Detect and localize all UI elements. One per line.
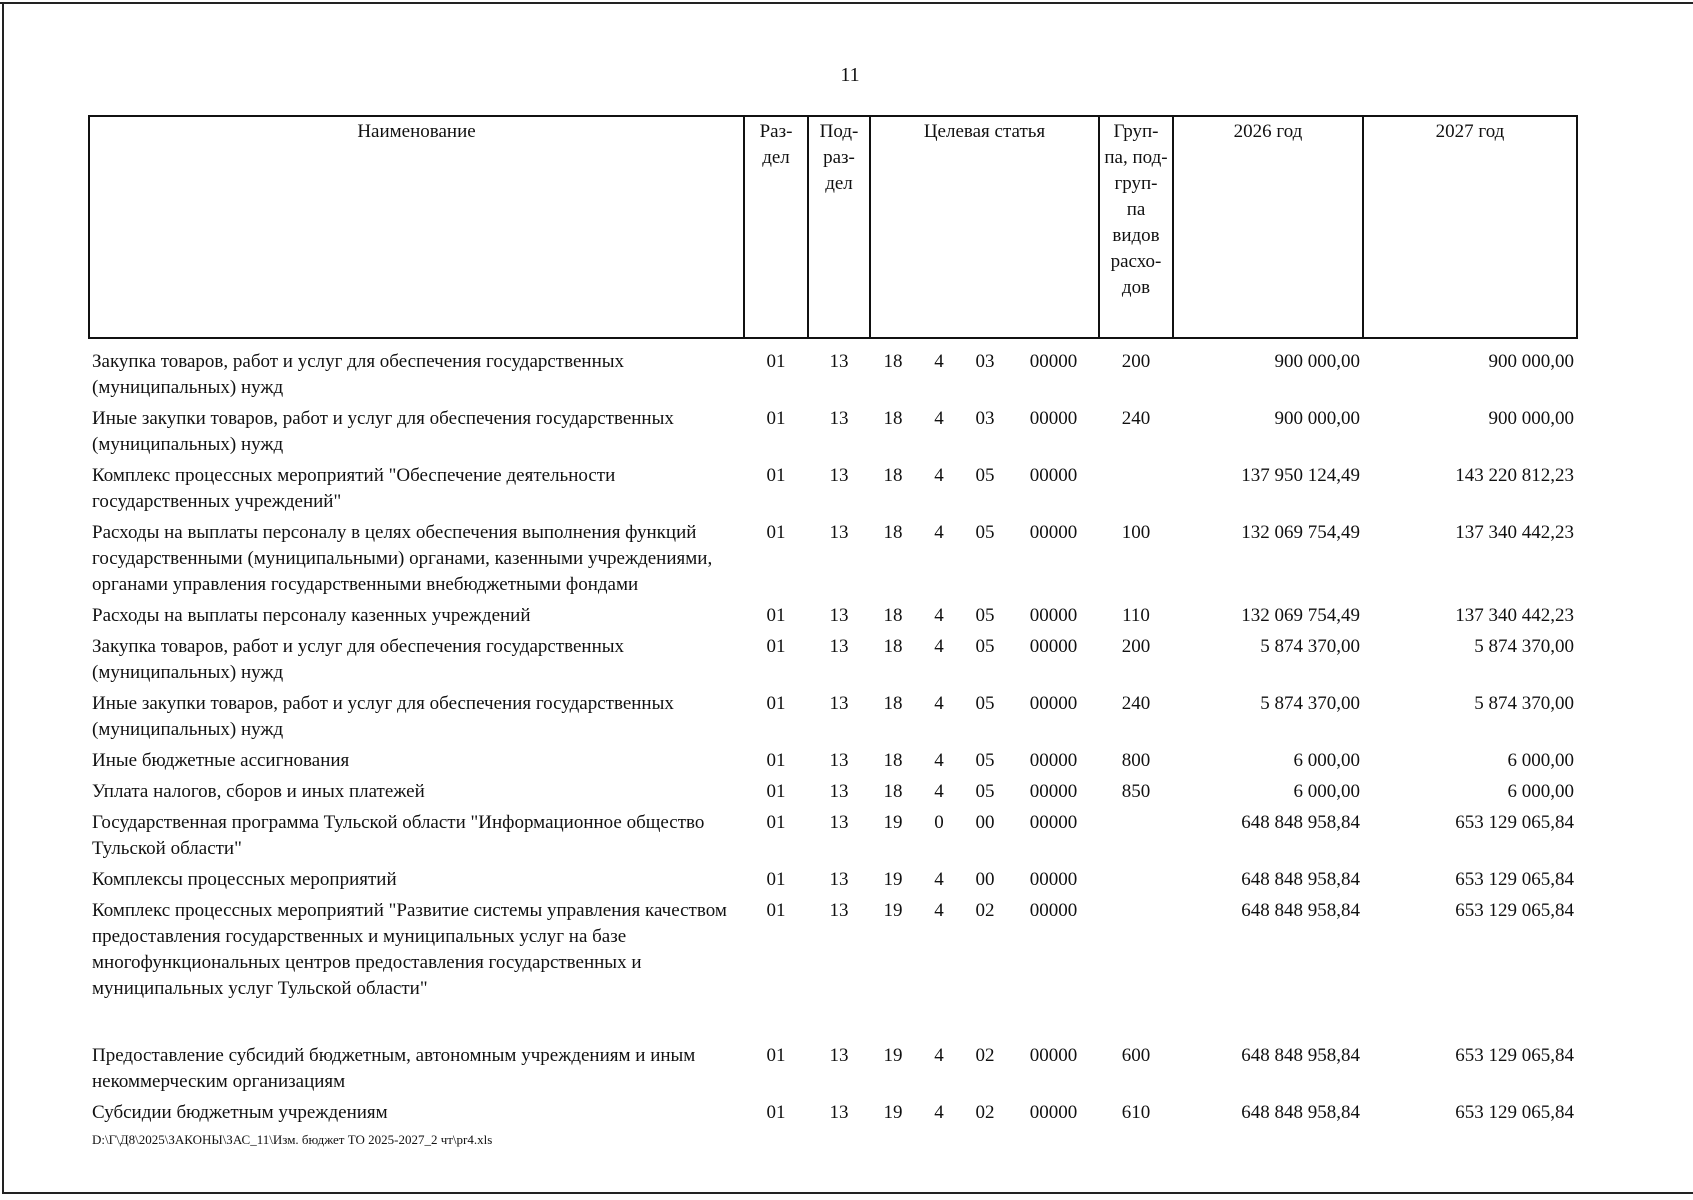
cell-podrazdel: 13 bbox=[829, 408, 849, 429]
cell-amount-2026: 132 069 754,49 bbox=[1241, 605, 1360, 626]
header-podrazdel-line: раз- bbox=[823, 147, 855, 168]
cell-target-type: 4 bbox=[934, 900, 944, 921]
cell-amount-2027: 653 129 065,84 bbox=[1455, 1045, 1574, 1066]
table-row bbox=[89, 633, 1577, 690]
cell-target-program: 18 bbox=[883, 605, 903, 626]
header-group-line: дов bbox=[1121, 277, 1151, 298]
cell-razdel: 01 bbox=[766, 1102, 786, 1123]
cell-amount-2027: 137 340 442,23 bbox=[1455, 605, 1574, 626]
cell-razdel: 01 bbox=[766, 900, 786, 921]
header-podrazdel-line: дел bbox=[825, 173, 853, 194]
cell-amount-2026: 6 000,00 bbox=[1293, 750, 1360, 771]
cell-target-program: 19 bbox=[883, 1045, 903, 1066]
header-group-line: па, под- bbox=[1104, 147, 1168, 168]
cell-target-type: 0 bbox=[934, 812, 944, 833]
header-group-line: Груп- bbox=[1113, 121, 1159, 142]
cell-target-type: 4 bbox=[934, 693, 944, 714]
cell-amount-2027: 900 000,00 bbox=[1488, 408, 1574, 429]
cell-target-complex: 00 bbox=[975, 869, 995, 890]
cell-name: Комплексы процессных мероприятий bbox=[92, 869, 397, 890]
cell-target-direction: 00000 bbox=[1029, 900, 1078, 921]
cell-razdel: 01 bbox=[766, 465, 786, 486]
cell-expense-group: 200 bbox=[1121, 636, 1151, 657]
cell-podrazdel: 13 bbox=[829, 750, 849, 771]
cell-expense-group: 110 bbox=[1122, 605, 1150, 626]
cell-amount-2027: 137 340 442,23 bbox=[1455, 522, 1574, 543]
cell-amount-2027: 6 000,00 bbox=[1507, 781, 1574, 802]
cell-name: Субсидии бюджетным учреждениям bbox=[92, 1102, 388, 1123]
cell-target-complex: 05 bbox=[975, 605, 995, 626]
cell-target-type: 4 bbox=[934, 781, 944, 802]
header-name: Наименование bbox=[89, 116, 744, 338]
cell-podrazdel: 13 bbox=[829, 869, 849, 890]
cell-podrazdel: 13 bbox=[829, 812, 849, 833]
header-year-2027: 2027 год bbox=[1363, 116, 1577, 338]
header-group-line: видов bbox=[1112, 225, 1160, 246]
cell-amount-2027: 5 874 370,00 bbox=[1474, 693, 1574, 714]
cell-amount-2026: 648 848 958,84 bbox=[1241, 812, 1360, 833]
cell-amount-2026: 900 000,00 bbox=[1274, 351, 1360, 372]
cell-target-type: 4 bbox=[934, 351, 944, 372]
cell-target-complex: 05 bbox=[975, 636, 995, 657]
cell-target-program: 19 bbox=[883, 869, 903, 890]
cell-target-type: 4 bbox=[934, 1102, 944, 1123]
cell-razdel: 01 bbox=[766, 636, 786, 657]
cell-target-program: 18 bbox=[883, 693, 903, 714]
cell-amount-2026: 5 874 370,00 bbox=[1260, 693, 1360, 714]
cell-target-direction: 00000 bbox=[1029, 408, 1078, 429]
cell-podrazdel: 13 bbox=[829, 900, 849, 921]
cell-amount-2027: 653 129 065,84 bbox=[1455, 812, 1574, 833]
table-row bbox=[89, 462, 1577, 519]
cell-name: Закупка товаров, работ и услуг для обеспечения государственных (муниципальных) нужд bbox=[92, 636, 625, 683]
cell-razdel: 01 bbox=[766, 812, 786, 833]
cell-target-direction: 00000 bbox=[1029, 869, 1078, 890]
cell-target-type: 4 bbox=[934, 522, 944, 543]
cell-razdel: 01 bbox=[766, 869, 786, 890]
header-razdel bbox=[744, 116, 808, 338]
cell-expense-group: 600 bbox=[1121, 1045, 1151, 1066]
cell-amount-2026: 137 950 124,49 bbox=[1241, 465, 1360, 486]
cell-target-complex: 03 bbox=[975, 408, 995, 429]
cell-razdel: 01 bbox=[766, 693, 786, 714]
cell-amount-2026: 900 000,00 bbox=[1274, 408, 1360, 429]
budget-table bbox=[88, 115, 1578, 1130]
cell-target-program: 18 bbox=[883, 781, 903, 802]
cell-target-type: 4 bbox=[934, 636, 944, 657]
cell-amount-2026: 648 848 958,84 bbox=[1241, 869, 1360, 890]
header-razdel-line: Раз- bbox=[759, 121, 793, 142]
cell-target-direction: 00000 bbox=[1029, 812, 1078, 833]
page-frame-top bbox=[0, 2, 1693, 4]
spacer-row bbox=[89, 338, 1577, 348]
header-group-line: груп- bbox=[1114, 173, 1158, 194]
cell-target-type: 4 bbox=[934, 408, 944, 429]
table-row bbox=[89, 809, 1577, 866]
cell-podrazdel: 13 bbox=[829, 522, 849, 543]
table-row bbox=[89, 866, 1577, 897]
cell-expense-group: 850 bbox=[1121, 781, 1151, 802]
cell-podrazdel: 13 bbox=[829, 465, 849, 486]
cell-name: Иные закупки товаров, работ и услуг для обеспечения государственных (муниципальных) нужд bbox=[92, 693, 674, 740]
cell-amount-2027: 6 000,00 bbox=[1507, 750, 1574, 771]
header-target: Целевая статья bbox=[870, 116, 1099, 338]
cell-podrazdel: 13 bbox=[829, 605, 849, 626]
cell-amount-2027: 653 129 065,84 bbox=[1455, 869, 1574, 890]
cell-target-type: 4 bbox=[934, 869, 944, 890]
header-podrazdel bbox=[808, 116, 870, 338]
cell-target-complex: 05 bbox=[975, 750, 995, 771]
cell-target-program: 19 bbox=[883, 812, 903, 833]
cell-razdel: 01 bbox=[766, 522, 786, 543]
cell-target-program: 18 bbox=[883, 750, 903, 771]
cell-target-program: 18 bbox=[883, 465, 903, 486]
cell-target-program: 19 bbox=[883, 1102, 903, 1123]
cell-name: Расходы на выплаты персоналу в целях обеспечения выполнения функций государственными (муниципальными) органами, казенными учреждениями, органами управления государственными внебюджетными фондами bbox=[92, 522, 713, 595]
cell-amount-2026: 6 000,00 bbox=[1293, 781, 1360, 802]
file-path-footer: D:\Г\Д8\2025\ЗАКОНЫ\ЗАС_11\Изм. бюджет ТО 2025-2027_2 чт\pr4.xls bbox=[92, 1132, 493, 1147]
cell-target-direction: 00000 bbox=[1029, 522, 1078, 543]
cell-expense-group: 800 bbox=[1121, 750, 1151, 771]
cell-expense-group: 240 bbox=[1121, 408, 1151, 429]
cell-expense-group bbox=[1099, 462, 1173, 519]
cell-expense-group bbox=[1099, 897, 1173, 1042]
page-frame-left bbox=[2, 2, 4, 1192]
table-row bbox=[89, 690, 1577, 747]
cell-target-type: 4 bbox=[934, 605, 944, 626]
cell-expense-group: 240 bbox=[1121, 693, 1151, 714]
cell-amount-2026: 648 848 958,84 bbox=[1241, 900, 1360, 921]
cell-expense-group bbox=[1099, 866, 1173, 897]
header-razdel-line: дел bbox=[762, 147, 790, 168]
cell-target-complex: 05 bbox=[975, 465, 995, 486]
cell-target-type: 4 bbox=[934, 750, 944, 771]
cell-amount-2026: 648 848 958,84 bbox=[1241, 1102, 1360, 1123]
cell-podrazdel: 13 bbox=[829, 351, 849, 372]
cell-amount-2026: 648 848 958,84 bbox=[1241, 1045, 1360, 1066]
cell-target-complex: 05 bbox=[975, 781, 995, 802]
cell-target-type: 4 bbox=[934, 465, 944, 486]
cell-name: Уплата налогов, сборов и иных платежей bbox=[92, 781, 425, 802]
cell-target-program: 18 bbox=[883, 351, 903, 372]
cell-amount-2027: 5 874 370,00 bbox=[1474, 636, 1574, 657]
cell-amount-2027: 900 000,00 bbox=[1488, 351, 1574, 372]
cell-target-program: 19 bbox=[883, 900, 903, 921]
cell-razdel: 01 bbox=[766, 351, 786, 372]
cell-target-direction: 00000 bbox=[1029, 351, 1078, 372]
cell-target-direction: 00000 bbox=[1029, 605, 1078, 626]
cell-target-complex: 05 bbox=[975, 522, 995, 543]
cell-target-direction: 00000 bbox=[1029, 1102, 1078, 1123]
cell-target-direction: 00000 bbox=[1029, 1045, 1078, 1066]
table-row bbox=[89, 897, 1577, 1042]
cell-razdel: 01 bbox=[766, 781, 786, 802]
table-row bbox=[89, 747, 1577, 778]
cell-expense-group bbox=[1099, 809, 1173, 866]
cell-name: Комплекс процессных мероприятий "Развитие системы управления качеством предоставления государственных и муниципальных услуг на базе многофункциональных центров предоставления государственных и муниципальных услуг Тульской области" bbox=[92, 900, 727, 999]
cell-target-complex: 02 bbox=[975, 1045, 995, 1066]
cell-target-direction: 00000 bbox=[1029, 693, 1078, 714]
table-row bbox=[89, 1099, 1577, 1130]
cell-name: Иные бюджетные ассигнования bbox=[92, 750, 350, 771]
table-row bbox=[89, 348, 1577, 405]
table-row bbox=[89, 405, 1577, 462]
cell-podrazdel: 13 bbox=[829, 781, 849, 802]
cell-razdel: 01 bbox=[766, 408, 786, 429]
table-row bbox=[89, 778, 1577, 809]
table-row bbox=[89, 519, 1577, 602]
cell-target-direction: 00000 bbox=[1029, 636, 1078, 657]
cell-amount-2026: 132 069 754,49 bbox=[1241, 522, 1360, 543]
cell-expense-group: 200 bbox=[1121, 351, 1151, 372]
table-header bbox=[89, 116, 1577, 338]
cell-name: Расходы на выплаты персоналу казенных учреждений bbox=[92, 605, 531, 626]
cell-name: Иные закупки товаров, работ и услуг для обеспечения государственных (муниципальных) нужд bbox=[92, 408, 674, 455]
cell-target-complex: 03 bbox=[975, 351, 995, 372]
cell-podrazdel: 13 bbox=[829, 1102, 849, 1123]
cell-expense-group: 100 bbox=[1121, 522, 1151, 543]
cell-target-complex: 00 bbox=[975, 812, 995, 833]
cell-target-direction: 00000 bbox=[1029, 750, 1078, 771]
cell-amount-2027: 653 129 065,84 bbox=[1455, 900, 1574, 921]
table-row bbox=[89, 602, 1577, 633]
table-row bbox=[89, 1042, 1577, 1099]
cell-podrazdel: 13 bbox=[829, 693, 849, 714]
cell-target-direction: 00000 bbox=[1029, 465, 1078, 486]
cell-expense-group: 610 bbox=[1121, 1102, 1151, 1123]
cell-target-type: 4 bbox=[934, 1045, 944, 1066]
cell-razdel: 01 bbox=[766, 1045, 786, 1066]
table-body bbox=[89, 338, 1577, 1130]
header-year-2026: 2026 год bbox=[1173, 116, 1363, 338]
cell-target-complex: 05 bbox=[975, 693, 995, 714]
cell-target-program: 18 bbox=[883, 408, 903, 429]
header-group-line: па bbox=[1126, 199, 1146, 220]
header-group-line: расхо- bbox=[1110, 251, 1162, 272]
cell-target-program: 18 bbox=[883, 522, 903, 543]
header-podrazdel-line: Под- bbox=[819, 121, 859, 142]
cell-name: Государственная программа Тульской области "Информационное общество Тульской области" bbox=[92, 812, 705, 859]
cell-podrazdel: 13 bbox=[829, 1045, 849, 1066]
cell-amount-2027: 143 220 812,23 bbox=[1455, 465, 1574, 486]
cell-target-complex: 02 bbox=[975, 1102, 995, 1123]
cell-target-program: 18 bbox=[883, 636, 903, 657]
page-number: 11 bbox=[840, 64, 860, 86]
cell-target-direction: 00000 bbox=[1029, 781, 1078, 802]
spacer-cell bbox=[89, 338, 1577, 348]
cell-amount-2027: 653 129 065,84 bbox=[1455, 1102, 1574, 1123]
cell-amount-2026: 5 874 370,00 bbox=[1260, 636, 1360, 657]
cell-razdel: 01 bbox=[766, 750, 786, 771]
cell-target-complex: 02 bbox=[975, 900, 995, 921]
cell-name: Предоставление субсидий бюджетным, автономным учреждениям и иным некоммерческим организациям bbox=[92, 1045, 696, 1092]
header-group bbox=[1099, 116, 1173, 338]
cell-podrazdel: 13 bbox=[829, 636, 849, 657]
cell-razdel: 01 bbox=[766, 605, 786, 626]
page-frame-bottom bbox=[2, 1192, 1693, 1194]
cell-name: Закупка товаров, работ и услуг для обеспечения государственных (муниципальных) нужд bbox=[92, 351, 625, 398]
cell-name: Комплекс процессных мероприятий "Обеспечение деятельности государственных учреждений" bbox=[92, 465, 616, 512]
